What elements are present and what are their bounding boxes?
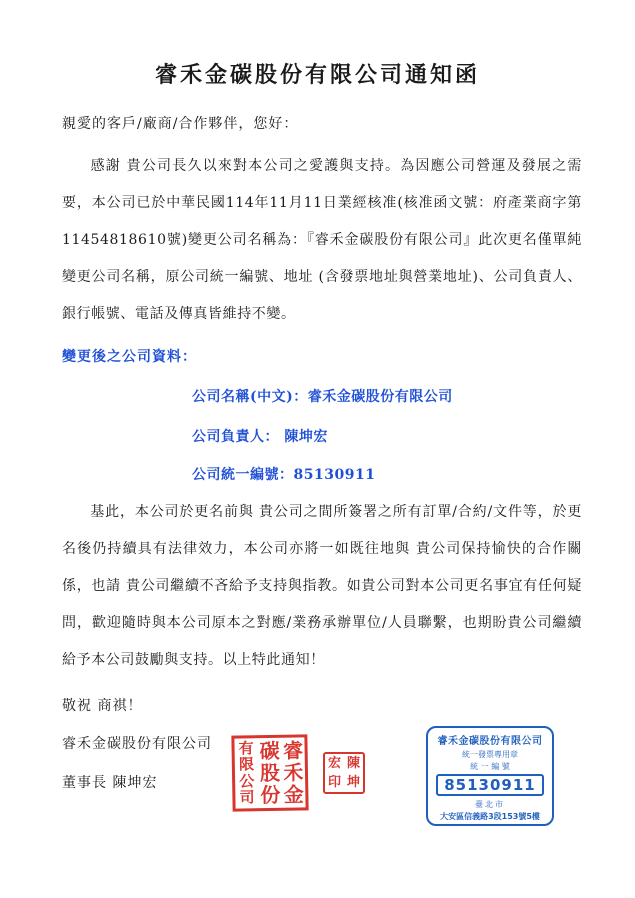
company-name-line: 公司名稱(中文)：睿禾金碳股份有限公司 (192, 389, 453, 405)
invoice-seal-stamp (426, 726, 554, 826)
signature-company: 睿禾金碳股份有限公司 (62, 736, 212, 752)
person-seal-stamp: 宏 陳 印 坤 (323, 752, 365, 794)
invoice-seal-purpose: 統一發票專用章 (462, 750, 518, 759)
invoice-seal-id-label: 統 一 編 號 (470, 762, 510, 771)
company-owner-line: 公司負責人： 陳坤宏 (192, 429, 328, 445)
company-seal-stamp (231, 734, 308, 811)
greeting: 親愛的客戶/廠商/合作夥伴，您好： (62, 116, 299, 132)
invoice-seal-address: 大安區信義路3段153號5樓 (440, 812, 540, 821)
invoice-seal-tax-id: 85130911 (436, 774, 544, 796)
letter-title: 睿禾金碳股份有限公司通知函 (154, 62, 480, 88)
company-seal-col-2: 碳 股 份 (259, 738, 281, 808)
closing-salutation: 敬祝 商祺！ (62, 698, 143, 714)
company-seal-col-3: 有 限 公 司 (238, 739, 255, 807)
body-paragraph-2-text: 基此，本公司於更名前與 貴公司之間所簽署之所有訂單/合約/文件等，於更名後仍持續具有法律效力，本公司亦將一如既往地與 貴公司保持愉快的合作關係，也請 貴公司繼續不吝給予支持與指教。如貴公司對本公司更名事宜有任何疑問，歡迎隨時與本公司原本之對應/業務承辦單位/人員聯繫，也期盼貴公司繼續給予本公司鼓勵與支持。以上特此通知！ (62, 504, 582, 668)
invoice-seal-company: 睿禾金碳股份有限公司 (437, 736, 543, 747)
body-paragraph-1 (62, 148, 582, 333)
body-paragraph-1-text: 感謝 貴公司長久以來對本公司之愛護與支持。為因應公司營運及發展之需要，本公司已於中華民國114年11月11日業經核准(核准函文號：府產業商字第11454818610號)變更公司名稱為：『睿禾金碳股份有限公司』此次更名僅單純變更公司名稱，原公司統一編號、地址 (含發票地址與營業地址)、公司負責人、銀行帳號、電話及傳真皆維持不變。 (62, 158, 582, 322)
body-paragraph-2 (62, 494, 582, 679)
invoice-seal-city: 臺北市 (475, 800, 505, 809)
section-heading: 變更後之公司資料： (62, 349, 197, 365)
signature-person: 董事長 陳坤宏 (62, 775, 158, 791)
company-seal-col-1: 睿 禾 金 (282, 738, 304, 807)
company-tax-id-line: 公司統一編號：85130911 (192, 467, 376, 483)
